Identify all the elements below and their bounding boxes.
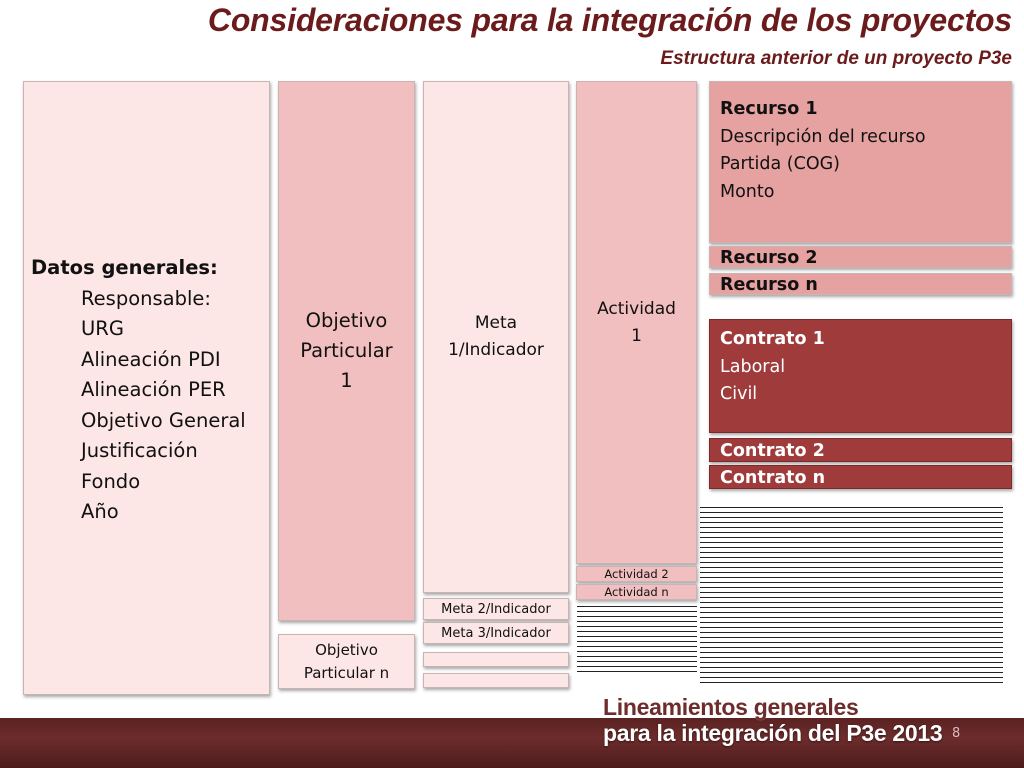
footer-brand: [603, 694, 942, 746]
datos-item: URG: [81, 317, 124, 340]
contrato-1-title: Contrato 1: [720, 329, 825, 349]
recurso-1-line: Monto: [720, 181, 775, 202]
datos-item: Justificación: [81, 439, 198, 462]
objetivo-n-line2: Particular n: [303, 663, 390, 682]
footer-brand-line2: para la integración del P3e 2013: [603, 720, 943, 746]
datos-item: Objetivo General: [81, 408, 246, 432]
actividad-1-label: [576, 296, 697, 350]
objetivo-n-line1: Objetivo: [315, 640, 378, 659]
recurso-n-box: Recurso n: [709, 273, 1012, 295]
actividad-placeholder-lines: [577, 606, 697, 676]
datos-item: Alineación PER: [81, 378, 226, 401]
actividad-n-box: Actividad n: [576, 584, 697, 600]
contrato-n-box: Contrato n: [709, 465, 1012, 489]
contrato-1-line: Laboral: [720, 356, 786, 377]
objetivo-particular-1-box: [278, 81, 415, 621]
meta-empty-box: [423, 673, 569, 688]
contrato-1-line: Civil: [720, 384, 758, 404]
datos-generales-text: [31, 253, 246, 528]
objetivo-1-line3: 1: [340, 369, 353, 392]
contrato-2-box: Contrato 2: [709, 438, 1012, 462]
objetivo-1-line2: Particular: [300, 339, 393, 362]
actividad-1-line1: Actividad: [597, 299, 676, 319]
page-title: Consideraciones para la integración de los proyectos: [207, 2, 1012, 38]
recurso-2-box: Recurso 2: [709, 246, 1012, 268]
datos-item: Fondo: [81, 469, 141, 493]
meta-empty-box: [423, 652, 569, 667]
recurso-placeholder-lines: [700, 507, 1003, 687]
objetivo-particular-n-box: [278, 634, 415, 689]
contrato-1-box: [709, 319, 1012, 433]
recurso-1-box: [709, 81, 1012, 243]
page-number: 8: [952, 726, 961, 741]
meta-2-box: Meta 2/Indicador: [423, 598, 569, 620]
footer-brand-line1: Lineamientos generales: [603, 694, 859, 720]
actividad-2-box: Actividad 2: [576, 566, 697, 582]
recurso-1-line: Descripción del recurso: [720, 126, 926, 147]
meta-1-line2: 1/Indicador: [448, 340, 544, 360]
meta-1-box: [423, 81, 569, 593]
datos-item: Alineación PDI: [81, 347, 221, 371]
actividad-1-line2: 1: [631, 326, 642, 346]
datos-generales-heading: Datos generales:: [31, 256, 218, 279]
recurso-1-line: Partida (COG): [720, 154, 841, 174]
datos-item: Responsable:: [81, 286, 211, 310]
meta-1-line1: Meta: [474, 313, 518, 333]
page-subtitle: Estructura anterior de un proyecto P3e: [660, 48, 1012, 69]
datos-item: Año: [81, 500, 119, 523]
objetivo-1-line1: Objetivo: [305, 309, 388, 332]
recurso-1-title: Recurso 1: [720, 99, 818, 119]
meta-3-box: Meta 3/Indicador: [423, 622, 569, 644]
